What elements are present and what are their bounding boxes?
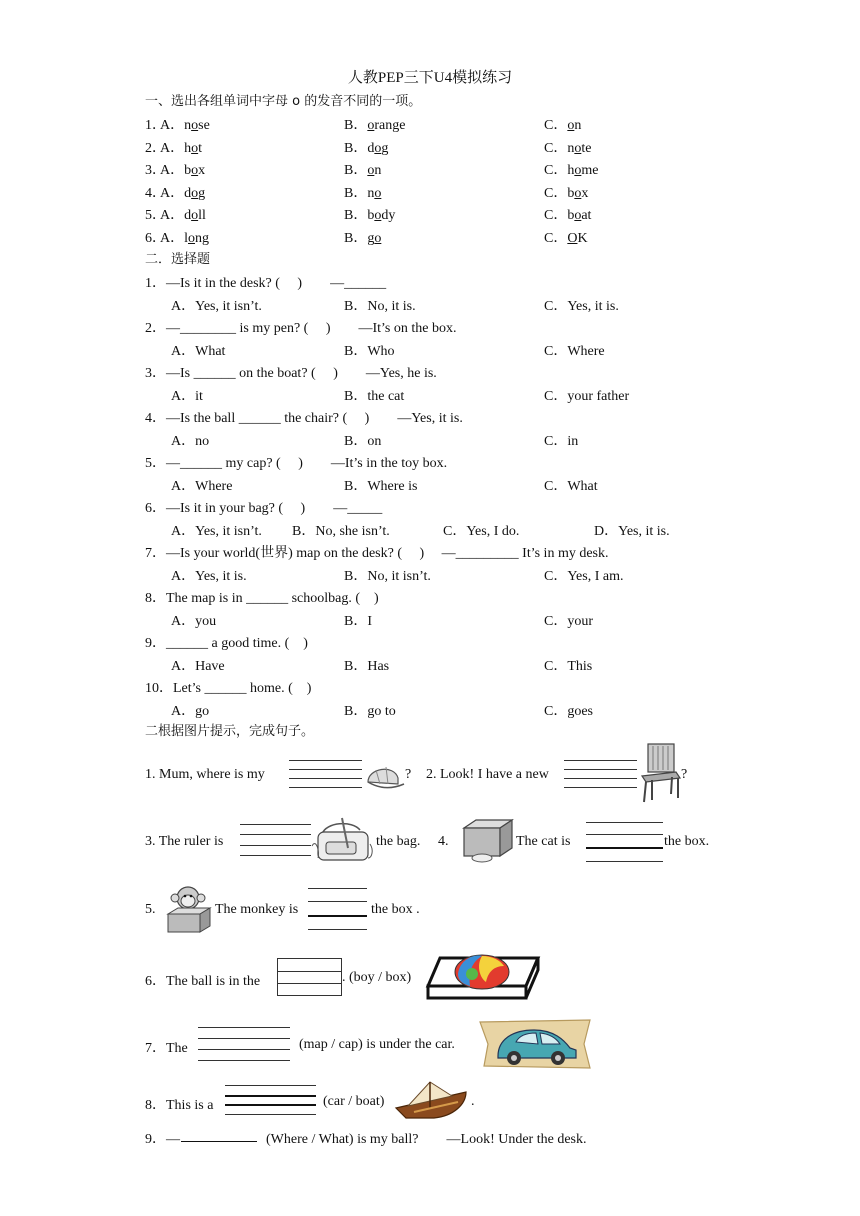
part1-option-a[interactable] bbox=[160, 204, 206, 224]
part1-option-pre: g bbox=[367, 231, 375, 246]
part1-option-post: dy bbox=[381, 208, 396, 224]
car-on-map-icon bbox=[478, 1018, 592, 1070]
answer-lines-3[interactable] bbox=[240, 824, 311, 856]
part2-question: 3．—Is ______ on the boat? ( ) —Yes, he is. bbox=[145, 366, 437, 381]
sentence-5-end: the box . bbox=[371, 902, 420, 917]
part1-item-number: 4． bbox=[145, 185, 166, 201]
part2-option[interactable]: B．Who bbox=[344, 343, 395, 359]
part2-option[interactable]: B．No, it is. bbox=[344, 298, 416, 314]
part1-option-vowel: o bbox=[374, 208, 382, 224]
part2-option[interactable]: A．Yes, it isn’t. bbox=[171, 298, 262, 314]
part1-option-post: g bbox=[381, 140, 389, 156]
part1-option-vowel: o bbox=[188, 231, 196, 246]
part2-question: 8．The map is in ______ schoolbag. ( ) bbox=[145, 591, 379, 606]
part2-option[interactable]: C．in bbox=[544, 433, 579, 449]
part3-heading: 二根据图片提示，完成句子。 bbox=[145, 724, 315, 739]
answer-lines-8[interactable] bbox=[225, 1085, 316, 1115]
part1-option-c[interactable] bbox=[544, 114, 581, 134]
part1-option-post: ng bbox=[195, 231, 210, 246]
part1-option-post: t bbox=[198, 140, 203, 156]
part1-option-post: x bbox=[198, 163, 206, 179]
part1-option-c[interactable] bbox=[544, 137, 591, 157]
part2-question: 10．Let’s ______ home. ( ) bbox=[145, 681, 312, 696]
part1-option-vowel: o bbox=[574, 208, 582, 224]
boat-icon bbox=[394, 1078, 470, 1122]
sentence-7-end: (map / cap) is under the car. bbox=[299, 1037, 455, 1052]
part1-option-vowel: o bbox=[374, 140, 382, 156]
part1-option-pre: b bbox=[367, 208, 375, 224]
part1-option-c[interactable] bbox=[544, 182, 588, 202]
part2-option[interactable]: A．Where bbox=[171, 478, 233, 494]
part1-option-letter: C． bbox=[544, 231, 568, 246]
part1-option-vowel: o bbox=[191, 118, 199, 133]
part2-option[interactable]: A．it bbox=[171, 388, 203, 404]
part2-option[interactable]: C．your bbox=[544, 613, 593, 629]
part2-option[interactable]: C．Yes, I am. bbox=[544, 568, 624, 584]
part1-option-letter: B． bbox=[344, 208, 368, 224]
part1-option-letter: C． bbox=[544, 118, 568, 133]
part1-option-vowel: o bbox=[367, 118, 375, 133]
part2-option[interactable]: B．on bbox=[344, 433, 382, 449]
part1-option-letter: B． bbox=[344, 231, 368, 246]
part2-question: 1．—Is it in the desk? ( ) —______ bbox=[145, 276, 387, 291]
part1-option-b[interactable] bbox=[344, 204, 395, 224]
sentence-3-end: the bag. bbox=[376, 834, 421, 849]
part1-option-pre: h bbox=[184, 140, 192, 156]
ball-in-box-icon bbox=[426, 952, 540, 1002]
part1-option-vowel: o bbox=[191, 185, 199, 201]
part1-option-letter: B． bbox=[344, 118, 368, 133]
part1-option-letter: A． bbox=[160, 185, 185, 201]
part1-option-c[interactable] bbox=[544, 159, 598, 179]
part1-option-post: range bbox=[374, 118, 406, 133]
part1-option-a[interactable] bbox=[160, 114, 210, 134]
part1-option-vowel: o bbox=[567, 118, 575, 133]
part1-option-post: g bbox=[198, 185, 206, 201]
part1-option-letter: C． bbox=[544, 140, 568, 156]
part2-option[interactable]: B．the cat bbox=[344, 388, 405, 404]
part1-item-number: 6． bbox=[145, 231, 166, 246]
sentence-2-start: 2. Look! I have a new bbox=[426, 767, 549, 782]
sentence-5-start: The monkey is bbox=[215, 902, 299, 917]
part2-option[interactable]: A．Yes, it isn’t. bbox=[171, 523, 262, 539]
sentence-6-end: . (boy / box) bbox=[342, 970, 412, 985]
part1-option-post: ll bbox=[198, 208, 206, 224]
part1-option-b[interactable] bbox=[344, 114, 405, 134]
sentence-9-start: 9．— bbox=[145, 1132, 180, 1147]
answer-blank-9[interactable] bbox=[181, 1127, 257, 1142]
monkey-icon bbox=[164, 884, 212, 934]
sentence-3-start: 3. The ruler is bbox=[145, 834, 224, 849]
part2-option[interactable]: A．What bbox=[171, 343, 226, 359]
part1-option-pre: h bbox=[567, 163, 575, 179]
page-title: 人教PEP三下U4模拟练习 bbox=[347, 70, 513, 86]
part2-option[interactable]: A．no bbox=[171, 433, 210, 449]
part2-option[interactable]: B．go to bbox=[344, 703, 396, 719]
part1-option-post: n bbox=[374, 163, 382, 179]
part2-option[interactable]: B．No, she isn’t. bbox=[292, 523, 390, 539]
part1-option-vowel: o bbox=[191, 208, 199, 224]
part1-option-a[interactable] bbox=[160, 137, 202, 157]
part1-option-b[interactable] bbox=[344, 227, 381, 247]
part1-option-post: K bbox=[577, 231, 588, 246]
sentence-5-number: 5. bbox=[145, 902, 156, 917]
part1-option-a[interactable] bbox=[160, 182, 205, 202]
sentence-8-start: 8．This is a bbox=[145, 1098, 214, 1113]
answer-lines-5[interactable] bbox=[308, 888, 367, 930]
part2-question: 5．—______ my cap? ( ) —It’s in the toy box. bbox=[145, 456, 448, 471]
sentence-2-end: ? bbox=[681, 767, 688, 782]
part1-option-c[interactable] bbox=[544, 227, 588, 247]
sentence-4-start: The cat is bbox=[516, 834, 571, 849]
part1-item-number: 2． bbox=[145, 140, 166, 156]
part1-option-post: se bbox=[198, 118, 210, 133]
part2-option[interactable]: A．go bbox=[171, 703, 210, 719]
part2-option[interactable]: B．No, it isn’t. bbox=[344, 568, 431, 584]
part1-option-vowel: O bbox=[567, 231, 578, 246]
part1-option-b[interactable] bbox=[344, 182, 381, 202]
part1-option-pre: n bbox=[184, 118, 192, 133]
part2-heading: 二．选择题 bbox=[145, 252, 211, 267]
part1-option-vowel: o bbox=[574, 140, 582, 156]
part2-option[interactable]: A．Yes, it is. bbox=[171, 568, 247, 584]
part1-option-vowel: o bbox=[191, 140, 199, 156]
box-icon bbox=[460, 818, 516, 864]
part1-item-number: 5． bbox=[145, 208, 166, 224]
part2-question: 4．—Is the ball ______ the chair? ( ) —Yes, it is. bbox=[145, 411, 463, 426]
part2-option[interactable]: B．Where is bbox=[344, 478, 418, 494]
part2-option[interactable]: B．Has bbox=[344, 658, 390, 674]
part1-option-vowel: o bbox=[367, 163, 375, 179]
part1-item-number: 3． bbox=[145, 163, 166, 179]
answer-lines-7[interactable] bbox=[198, 1027, 290, 1061]
part1-option-letter: A． bbox=[160, 208, 185, 224]
part1-option-vowel: o bbox=[374, 185, 382, 201]
part1-option-pre: l bbox=[184, 231, 189, 246]
part1-option-letter: C． bbox=[544, 208, 568, 224]
part1-option-letter: A． bbox=[160, 163, 185, 179]
part1-option-vowel: o bbox=[574, 163, 582, 179]
part1-option-post: at bbox=[581, 208, 592, 224]
sentence-1-end: ? bbox=[405, 767, 412, 782]
part1-option-letter: C． bbox=[544, 185, 568, 201]
part1-option-vowel: o bbox=[191, 163, 199, 179]
part1-option-pre: d bbox=[367, 140, 375, 156]
part1-item-number: 1． bbox=[145, 118, 166, 133]
cap-icon bbox=[364, 762, 404, 792]
part1-option-b[interactable] bbox=[344, 137, 388, 157]
part1-option-pre: b bbox=[567, 208, 575, 224]
part1-option-letter: A． bbox=[160, 118, 185, 133]
part2-option[interactable]: D．Yes, it is. bbox=[594, 523, 670, 539]
part1-option-pre: b bbox=[567, 185, 575, 201]
sentence-7-start: 7．The bbox=[145, 1041, 188, 1056]
part1-option-letter: A． bbox=[160, 231, 185, 246]
part2-option[interactable]: C．goes bbox=[544, 703, 593, 719]
part2-option[interactable]: C．Where bbox=[544, 343, 605, 359]
part1-option-pre: d bbox=[184, 208, 192, 224]
part1-option-vowel: o bbox=[574, 185, 582, 201]
part2-option[interactable]: A．Have bbox=[171, 658, 225, 674]
part2-question: 2．—________ is my pen? ( ) —It’s on the box. bbox=[145, 321, 457, 336]
sentence-4-end: the box. bbox=[664, 834, 710, 849]
part1-option-pre: d bbox=[184, 185, 192, 201]
answer-lines-4[interactable] bbox=[586, 822, 663, 862]
part2-option[interactable]: C．your father bbox=[544, 388, 630, 404]
sentence-9-end: (Where / What) is my ball? —Look! Under the desk. bbox=[266, 1132, 587, 1147]
part1-option-c[interactable] bbox=[544, 204, 591, 224]
part1-option-post: x bbox=[581, 185, 589, 201]
part1-option-pre: n bbox=[367, 185, 375, 201]
part2-option[interactable]: A．you bbox=[171, 613, 217, 629]
part2-option[interactable]: C．What bbox=[544, 478, 598, 494]
part2-option[interactable]: C．This bbox=[544, 658, 593, 674]
part1-option-letter: C． bbox=[544, 163, 568, 179]
part1-option-post: me bbox=[581, 163, 599, 179]
part1-option-post: n bbox=[574, 118, 582, 133]
part1-option-a[interactable] bbox=[160, 227, 209, 247]
part2-question: 7．—Is your world(世界) map on the desk? ( ) —_________ It’s in my desk. bbox=[145, 546, 609, 561]
part1-option-pre: n bbox=[567, 140, 575, 156]
part1-option-letter: B． bbox=[344, 140, 368, 156]
part1-heading: 一、选出各组单词中字母 o 的发音不同的一项。 bbox=[145, 94, 422, 109]
part2-option[interactable]: B．I bbox=[344, 613, 372, 629]
part1-option-letter: B． bbox=[344, 185, 368, 201]
chair-icon bbox=[638, 742, 682, 804]
answer-lines-2[interactable] bbox=[564, 760, 637, 790]
bag-icon bbox=[312, 818, 376, 864]
part2-option[interactable]: C．Yes, it is. bbox=[544, 298, 619, 314]
sentence-4-number: 4. bbox=[438, 834, 449, 849]
part1-option-letter: B． bbox=[344, 163, 368, 179]
sentence-8-period: . bbox=[471, 1094, 475, 1109]
sentence-1-start: 1. Mum, where is my bbox=[145, 767, 265, 782]
part1-option-a[interactable] bbox=[160, 159, 205, 179]
answer-box-6[interactable] bbox=[277, 958, 342, 996]
sentence-6-start: 6．The ball is in the bbox=[145, 974, 261, 989]
part1-option-pre: b bbox=[184, 163, 192, 179]
part1-option-b[interactable] bbox=[344, 159, 381, 179]
part2-option[interactable]: C．Yes, I do. bbox=[443, 523, 520, 539]
part1-option-letter: A． bbox=[160, 140, 185, 156]
part2-question: 6．—Is it in your bag? ( ) —_____ bbox=[145, 501, 383, 516]
sentence-8-end: (car / boat) bbox=[323, 1094, 385, 1109]
part1-option-vowel: o bbox=[374, 231, 382, 246]
part1-option-post: te bbox=[581, 140, 592, 156]
answer-lines-1[interactable] bbox=[289, 760, 362, 790]
part2-question: 9．______ a good time. ( ) bbox=[145, 636, 308, 651]
